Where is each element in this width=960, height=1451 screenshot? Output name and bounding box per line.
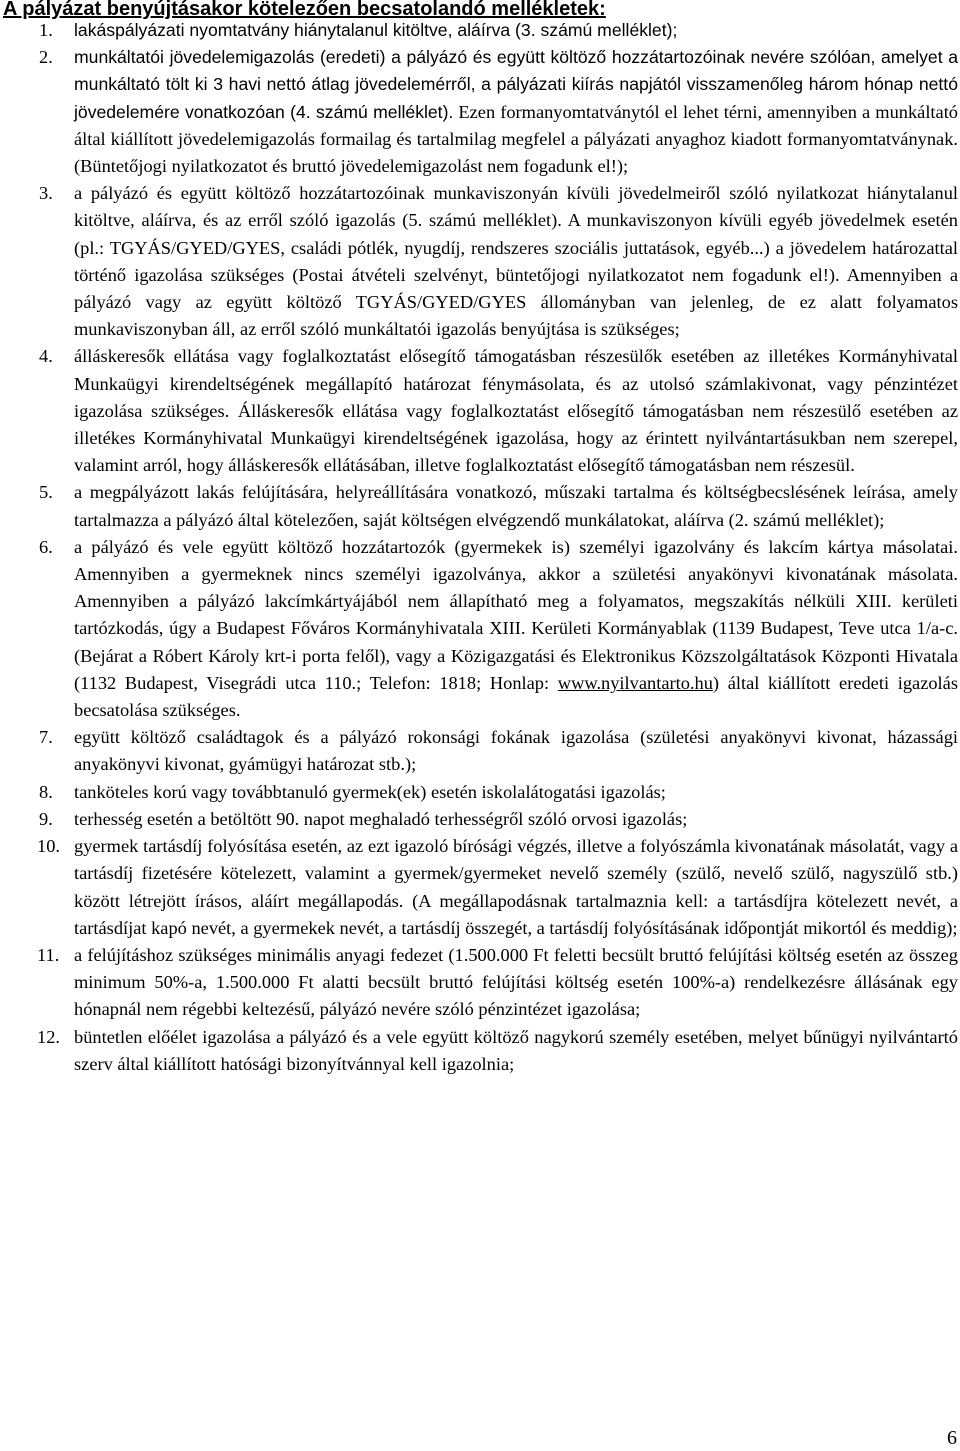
item-text: terhesség esetén a betöltött 90. napot meghaladó terhességről szóló orvosi igazolás;	[74, 808, 688, 829]
list-item-2	[0, 44, 960, 180]
attachments-list	[0, 17, 960, 1078]
item-number: 8.	[39, 781, 53, 802]
list-item-3	[0, 180, 960, 343]
list-item-4	[0, 343, 960, 479]
item-text: álláskeresők ellátása vagy foglalkoztatást elősegítő támogatásban részesülők esetében az illetékes Kormányhivatal Munkaügyi kirendeltségének megállapító határozat fénymásolata, és az utolsó számlakivonat, vagy pénzintézet igazolása szükséges. Álláskeresők ellátása vagy foglalkoztatást elősegítő támogatásban nem részesülő esetében az illetékes Kormányhivatal Munkaügyi kirendeltségének igazolása, hogy az érintett nyilvántartásukban nem szerepel, valamint arról, hogy álláskeresők ellátásában, illetve foglalkoztatást elősegítő támogatásban nem részesül.	[74, 346, 958, 476]
item-text: büntetlen előélet igazolása a pályázó és a vele együtt költöző nagykorú személy esetében, melyet bűnügyi nyilvántartó szerv által kiállított hatósági bizonyítvánnyal kell igazolnia;	[74, 1026, 958, 1074]
item-text: a pályázó és együtt költöző hozzátartozóinak munkaviszonyán kívüli jövedelmeiről szóló nyilatkozat hiánytalanul kitöltve, aláírva, és az erről szóló igazolás (5. számú melléklet). A munkaviszonyon kívüli egyéb jövedelmek esetén (pl.: TGYÁS/GYED/GYES, családi pótlék, nyugdíj, rendszeres szociális juttatások, egyéb...) a jövedelem határozattal történő igazolása szükséges (Postai átvételi szelvényt, büntetőjogi nyilatkozatot nem fogadunk el!). Amennyiben a pályázó vagy az együtt költöző TGYÁS/GYED/GYES állományban van jelenleg, de ez alatt folyamatos munkaviszonyban áll, az erről szóló munkáltatói igazolás benyújtása is szükséges;	[74, 183, 958, 340]
item-text: a felújításhoz szükséges minimális anyagi fedezet (1.500.000 Ft feletti becsült bruttó felújítási költség esetén az összeg minimum 50%-a, 1.500.000 Ft alatti becsült bruttó felújítási költség esetén 100%-a) rendelkezésre állásának egy hónapnál nem régebbi keltezésű, pályázó nevére szóló pénzintézet igazolása;	[74, 944, 958, 1020]
item-text: Ezen formanyomtatványtól el lehet térni, amennyiben a munkáltató által kiállított jövedelemigazolás formailag és tartalmilag megfelel a pályázati anyaghoz kiadott formanyomtatványnak. (Büntetőjogi nyilatkozatot és bruttó jövedelemigazolást nem fogadunk el!);	[74, 101, 959, 177]
list-item-7	[0, 724, 960, 778]
item-number: 4.	[39, 346, 53, 367]
list-item-1	[0, 17, 960, 44]
item-text: tanköteles korú vagy továbbtanuló gyermek(ek) esetén iskolalátogatási igazolás;	[74, 781, 666, 802]
list-item-6	[0, 534, 960, 724]
list-item-9	[0, 806, 960, 833]
attachments-heading: A pályázat benyújtásakor kötelezően becsatolandó mellékletek:	[3, 0, 606, 20]
list-item-8	[0, 779, 960, 806]
item-text: a pályázó és vele együtt költöző hozzátartozók (gyermekek is) személyi igazolvány és lakcím kártya másolatai. Amennyiben a gyermeknek nincs személyi igazolványa, akkor a születési anyakönyvi kivonatának másolata. Amennyiben a pályázó lakcímkártyájából nem állapítható meg a folyamatos, megszakítás nélküli XIII. kerületi tartózkodás, úgy a Budapest Főváros Kormányhivatala XIII. Kerületi Kormányablak (1139 Budapest, Teve utca 1/a-c. (Bejárat a Róbert Károly krt-i porta felől), vagy a Közigazgatási és Elektronikus Közszolgáltatások Központi Hivatala (1132 Budapest, Visegrádi utca 110.; Telefon: 1818; Honlap:	[74, 536, 958, 693]
item-number: 10.	[37, 836, 60, 857]
item-text-sans: munkáltatói jövedelemigazolás (eredeti) a pályázó és együtt költöző hozzátartozóinak nevére szólóan, amelyet a munkáltató tölt ki 3 havi nettó átlag jövedelemérről, a pályázati kiírás napjától visszamenőleg három hónap nettó jövedelemére vonatkozóan (4. számú melléklet).	[74, 47, 958, 122]
nyilvantarto-link[interactable]: www.nyilvantarto.hu	[557, 672, 713, 693]
item-text: gyermek tartásdíj folyósítása esetén, az ezt igazoló bírósági végzés, illetve a folyószámla kivonatának másolatát, vagy a tartásdíj fizetésére kötelezett, valamint a gyermek/gyermeket nevelő személy (szülő, nevelő szülő, nagyszülő stb.) között létrejött írásos, aláírt megállapodás. (A megállapodásnak tartalmaznia kell: a tartásdíjra kötelezett nevét, a tartásdíjat kapó nevét, a gyermekek nevét, a tartásdíj összegét, a tartásdíj folyósításának időpontját mikortól és meddig);	[74, 836, 958, 938]
item-number: 3.	[39, 183, 53, 204]
list-item-11	[0, 942, 960, 1024]
item-text: együtt költöző családtagok és a pályázó rokonsági fokának igazolása (születési anyakönyvi kivonat, házassági anyakönyvi kivonat, gyámügyi határozat stb.);	[74, 727, 958, 775]
item-number: 6.	[39, 536, 53, 557]
item-number: 5.	[39, 482, 53, 503]
item-number: 1.	[39, 20, 53, 40]
item-number: 7.	[39, 727, 53, 748]
list-item-10	[0, 833, 960, 942]
item-text-after: ) által kiállított eredeti igazolás becsatolása szükséges.	[74, 672, 958, 721]
item-number: 2.	[39, 47, 53, 68]
list-item-12	[0, 1024, 960, 1078]
item-number: 12.	[37, 1026, 60, 1047]
item-text: lakáspályázati nyomtatvány hiánytalanul kitöltve, aláírva (3. számú melléklet);	[74, 20, 678, 40]
item-number: 11.	[37, 944, 60, 965]
item-number: 9.	[39, 808, 53, 829]
page-number: 6	[947, 1427, 957, 1449]
item-text: a megpályázott lakás felújítására, helyreállítására vonatkozó, műszaki tartalma és költségbecslésének leírása, amely tartalmazza a pályázó által kötelezően, saját költségen elvégzendő munkálatokat, aláírva (2. számú melléklet);	[74, 482, 958, 530]
list-item-5	[0, 479, 960, 533]
